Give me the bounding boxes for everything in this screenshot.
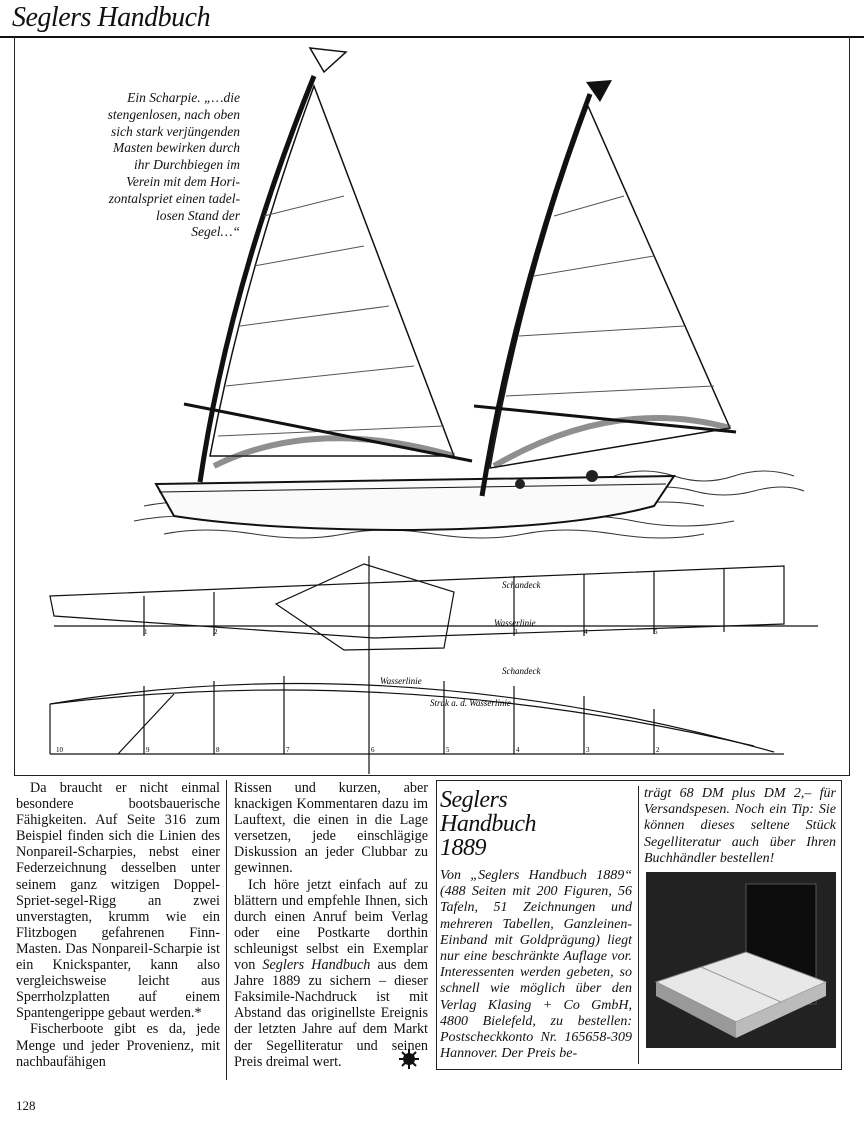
box-body-continued: trägt 68 DM plus DM 2,– für Versandspesen. Noch ein Tip: Sie können dieses seltene Stück Segelliteratur auch über Ihren Buchhändler bestellen!	[644, 786, 836, 866]
book-title: Seglers Handbuch	[262, 957, 371, 974]
station-number: 2	[214, 628, 218, 636]
station-number: 2	[656, 746, 660, 754]
box-title	[440, 788, 630, 860]
crew-figure	[586, 470, 598, 482]
label-schandeck-top: Schandeck	[502, 580, 541, 590]
box-divider	[638, 786, 639, 1064]
article-column-2	[234, 780, 428, 1070]
book-photo	[646, 872, 836, 1048]
text-run: aus dem Jahre 1889 zu sichern – dieser Faksimile-Nachdruck ist mit Abstand das originellste Ereignis der letzten Jahre auf dem Markt der Segelliteratur und seinen Preis dreimal wert.	[234, 957, 428, 1070]
station-number: 5	[654, 628, 658, 636]
box-title-line: 1889	[440, 835, 486, 861]
foremast-pennant	[310, 48, 346, 72]
paragraph: Rissen und kurzen, aber knackigen Kommentaren dazu im Lauftext, die einen in die Lage versetzen, jede einschlägige Diskussion an jeder Clubbar zu gewinnen.	[234, 780, 428, 877]
label-strak: Strak a. d. Wasserlinie	[430, 698, 511, 708]
label-wasserlinie-top: Wasserlinie	[494, 618, 536, 628]
column-divider	[226, 780, 227, 1080]
running-header: Seglers Handbuch	[12, 2, 211, 33]
caption-line: Segel…“	[191, 224, 240, 240]
caption-line: Verein mit dem Hori-	[126, 173, 240, 189]
paragraph: Da braucht er nicht einmal besondere bootsbauerische Fähigkeiten. Auf Seite 316 zum Beispiel finden sich die Linien des Nonpareil-Scharpies, nebst einer Federzeichnung desselben unter seinem ganz witzigen Doppel-Spriet-segel-Rigg an zwei unverstagten, krumm wie ein Flitzbogen gefahrenen Finn-Masten. Das Nonpareil-Scharpie ist ein Knickspanter, kann also vergleichsweise leicht aus Sperrholzplatten auf einem Spantengerippe gebaut werden.*	[16, 780, 220, 1022]
caption-line: losen Stand der	[156, 207, 240, 223]
station-number: 1	[144, 628, 148, 636]
text-run: Ich höre jetzt einfach auf zu blättern und empfehle Ihnen, sich durch einen Anruf beim Verlag oder eine Postkarte dorthin schleunigst selbst ein Exemplar von	[234, 876, 428, 974]
station-number: 5	[446, 746, 450, 754]
label-wasserlinie-bottom: Wasserlinie	[380, 676, 422, 686]
station-number: 8	[216, 746, 220, 754]
caption-line: Ein Scharpie. „…die	[127, 90, 240, 105]
station-number: 7	[286, 746, 290, 754]
caption-line: zontalspriet einen tadel-	[108, 190, 240, 206]
label-schandeck-bottom: Schandeck	[502, 666, 541, 676]
caption-line: sich stark verjüngenden	[111, 123, 240, 139]
lines-plan-halfbreadth	[50, 676, 784, 754]
paragraph: Fischerboote gibt es da, jede Menge und jeder Provenienz, mit nachbaufähigen	[16, 1021, 220, 1070]
station-number: 4	[584, 628, 588, 636]
station-number: 9	[146, 746, 150, 754]
box-title-line: Handbuch	[440, 811, 536, 837]
station-number: 6	[371, 746, 375, 754]
caption-line: ihr Durchbiegen im	[134, 157, 240, 173]
paragraph	[234, 877, 428, 1070]
station-number: 3	[514, 628, 518, 636]
box-title-line: Seglers	[440, 787, 508, 813]
lines-plan-profile	[50, 556, 818, 774]
page-number: 128	[16, 1098, 36, 1113]
article-column-1	[16, 780, 220, 1070]
station-number: 4	[516, 746, 520, 754]
end-mark-icon	[398, 1048, 420, 1070]
illustration-caption	[78, 90, 240, 241]
station-number: 3	[586, 746, 590, 754]
hull	[156, 476, 674, 530]
box-body: Von „Seglers Handbuch 1889“ (488 Seiten mit 200 Figuren, 56 Tafeln, 51 Zeichnungen und mehreren Tabellen, Ganzleinen-Einband mit Goldprägung) liegt nur eine beschränkte Auflage vor. Interessenten werden gebeten, so schnell wie möglich über den Verlag Klasing + Co GmbH, 4800 Bielefeld, zu bestellen: Postscheckkonto Nr. 165658-309 Hannover. Der Preis be-	[440, 868, 632, 1062]
caption-line: stengenlosen, nach oben	[107, 106, 240, 122]
caption-line: Masten bewirken durch	[113, 140, 240, 156]
station-number: 10	[56, 746, 63, 754]
